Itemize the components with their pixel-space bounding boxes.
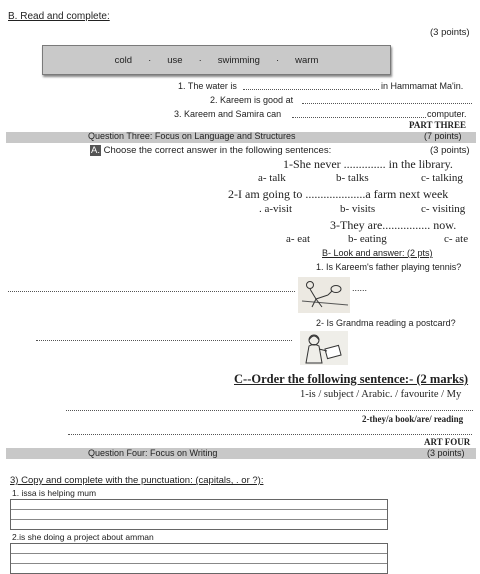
word-separator: ·	[275, 54, 280, 66]
writing-box-1[interactable]	[10, 499, 388, 530]
section-b-points: (3 points)	[430, 27, 470, 38]
answer-option[interactable]: a- eat	[286, 233, 311, 245]
answer-option[interactable]: a- talk	[258, 172, 286, 184]
question-four-title: Question Four: Focus on Writing	[88, 448, 218, 458]
word-bank-item: swimming	[217, 54, 260, 66]
question-four-band	[6, 448, 476, 459]
writing-prompt-1: 1. issa is helping mum	[12, 488, 97, 498]
answer-option[interactable]: b- talks	[336, 172, 369, 184]
writing-box-2[interactable]	[10, 543, 388, 574]
copy-instruction: 3) Copy and complete with the punctuation: (capitals, . or ?):	[10, 475, 264, 486]
writing-prompt-2: 2.is she doing a project about amman	[12, 532, 154, 542]
qa-instruction	[90, 145, 331, 156]
question-stem: 3-They are................ now.	[330, 218, 457, 232]
tennis-player-picture	[298, 277, 350, 313]
qa-text: Choose the correct answer in the following sentences:	[103, 145, 332, 156]
answer-line[interactable]	[36, 340, 292, 341]
order-title: C--Order the following sentence:- (2 marks)	[234, 372, 469, 386]
look-answer-title: B- Look and answer: (2 pts)	[322, 248, 433, 258]
item-number: 3.	[174, 109, 182, 119]
part-three-heading: PART THREE	[409, 120, 466, 130]
fill-item-1	[178, 81, 237, 91]
answer-line[interactable]	[66, 410, 473, 411]
qa-letter-badge: A.	[91, 145, 100, 156]
qa-points: (3 points)	[430, 145, 470, 156]
word-bank-item: cold	[114, 54, 133, 66]
question-three-title: Question Three: Focus on Language and Structures	[88, 131, 296, 141]
item-text: Kareem is good at	[220, 95, 294, 105]
item-text-after: in Hammamat Ma'in.	[381, 81, 464, 91]
word-bank-item: warm	[295, 54, 319, 66]
item-number: 2.	[210, 95, 218, 105]
writing-line[interactable]	[11, 520, 387, 529]
answer-option[interactable]: c- ate	[444, 233, 469, 245]
answer-option[interactable]: c- visiting	[421, 203, 466, 215]
grandma-reading-picture	[300, 331, 348, 365]
answer-line[interactable]	[8, 291, 295, 292]
section-b-title: B. Read and complete:	[8, 11, 110, 22]
blank-line[interactable]	[302, 103, 472, 104]
answer-option[interactable]: . a-visit	[259, 203, 292, 215]
blank-line[interactable]	[243, 89, 379, 90]
fill-item-3	[174, 109, 281, 119]
question-four-points: (3 points)	[427, 448, 465, 458]
look-question-2: 2- Is Grandma reading a postcard?	[316, 318, 456, 328]
writing-line[interactable]	[11, 510, 387, 520]
fill-item-2	[210, 95, 293, 105]
blank-line[interactable]	[292, 117, 426, 118]
writing-line[interactable]	[11, 544, 387, 554]
question-three-points: (7 points)	[424, 131, 462, 141]
writing-line[interactable]	[11, 500, 387, 510]
part-four-heading: ART FOUR	[424, 437, 471, 447]
item-text: Kareem and Samira can	[184, 109, 282, 119]
look-question-1: 1. Is Kareem's father playing tennis?	[316, 262, 462, 272]
order-question-1: 1-is / subject / Arabic. / favourite / My	[300, 389, 462, 400]
answer-line[interactable]	[68, 434, 472, 435]
answer-option[interactable]: b- visits	[340, 203, 376, 215]
item-number: 1.	[178, 81, 186, 91]
item-text-after: computer.	[427, 109, 467, 119]
question-stem: 1-She never .............. in the library.	[283, 157, 453, 171]
answer-option[interactable]: c- talking	[421, 172, 463, 184]
dots-trail: ......	[352, 283, 368, 293]
word-separator: ·	[148, 54, 152, 66]
answer-option[interactable]: b- eating	[348, 233, 387, 245]
item-text: The water is	[187, 81, 237, 91]
order-question-2: 2-they/a book/are/ reading	[362, 414, 464, 424]
question-stem: 2-I am going to ....................a farm next week	[228, 187, 449, 201]
word-separator: ·	[198, 54, 202, 66]
word-bank	[42, 45, 391, 75]
writing-line[interactable]	[11, 554, 387, 564]
word-bank-item: use	[167, 54, 183, 66]
